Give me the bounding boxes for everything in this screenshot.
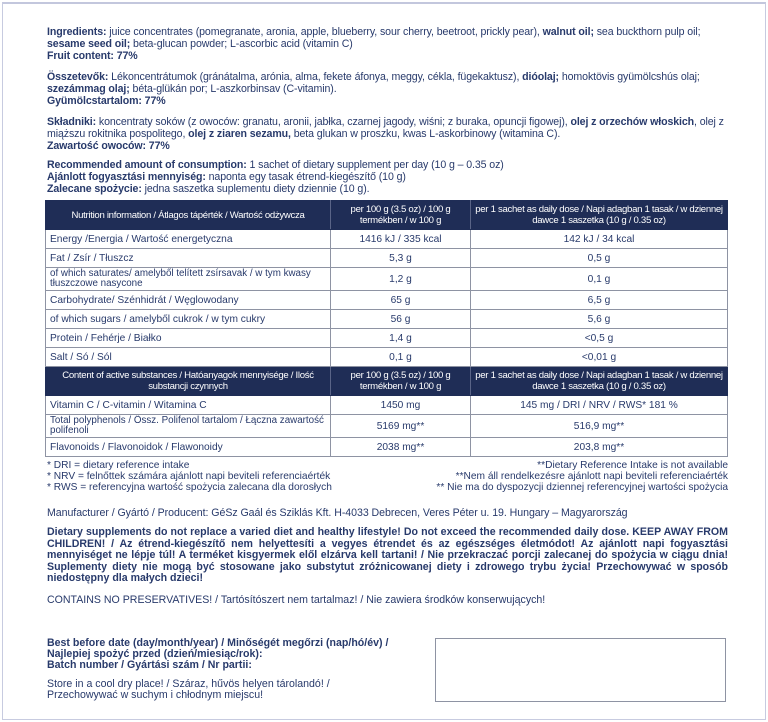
nutrient-per-sachet: 142 kJ / 34 kcal [471,230,728,249]
table-row [46,396,728,415]
ingredients-pl-allergen: olej z orzechów włoskich [570,116,695,128]
ingredients-en-text: juice concentrates (pomegranate, aronia, apple, blueberry, sour cherry, beetroot, prickly pear), [106,26,543,38]
nutrition-header-per-sachet: per 1 sachet as daily dose / Napi adagban 1 tasak / w dziennej dawce 1 saszetka (10 g / 0.35 oz) [471,201,728,230]
table-row [46,268,728,291]
substance-name: Vitamin C / C-vitamin / Witamina C [46,396,331,415]
substance-name: Flavonoids / Flavonoidok / Flawonoidy [46,438,331,457]
recommended-pl-label: Zalecane spożycie: [47,183,142,195]
table-row [46,329,728,348]
ingredients-hu-text: Lékoncentrátumok (gránátalma, arónia, alma, fekete áfonya, meggy, cékla, fügekaktusz), [108,71,523,83]
ingredients-hu-text: béta-glükán por; L-aszkorbinsav (C-vitamin). [129,83,337,95]
recommended-en-text: 1 sachet of dietary supplement per day (10 g – 0.35 oz) [246,159,504,171]
table-row [46,438,728,457]
footnote-dri: * DRI = dietary reference intake [47,460,190,471]
table-row [46,310,728,329]
nutrient-per-sachet: 0,5 g [471,249,728,268]
nutrient-name: Carbohydrate/ Szénhidrát / Węglowodany [46,291,331,310]
active-header-per-sachet: per 1 sachet as daily dose / Napi adagban 1 tasak / w dziennej dawce 1 saszetka (10 g / 0.35 oz) [471,367,728,396]
nutrition-header-per100: per 100 g (3.5 oz) / 100 g termékben / w 100 g [331,201,471,230]
footnotes-left [47,460,332,493]
nutrient-name: Energy /Energia / Wartość energetyczna [46,230,331,249]
substance-per-sachet: 516,9 mg** [471,415,728,438]
substance-per100: 1450 mg [331,396,471,415]
no-preservatives-notice: CONTAINS NO PRESERVATIVES! / Tartósítószert nem tartalmaz! / Nie zawiera środków konserwujących! [47,593,546,606]
ingredients-en-text: beta-glucan powder; L-ascorbic acid (vitamin C) [130,38,353,50]
ingredients-hu [47,71,728,107]
batch-number-label: Batch number / Gyártási szám / Nr partii: [47,658,252,671]
nutrient-per100: 0,1 g [331,348,471,367]
table-row [46,230,728,249]
recommended-pl-text: jedna saszetka suplementu diety dziennie (10 g). [141,183,370,195]
ingredients-pl-text: koncentraty soków (z owoców: granatu, aronii, jabłka, czarnej jagody, wiśni; z buraka, opuncji figowej), [96,116,571,128]
ingredients-en [47,26,728,62]
substance-per-sachet: 145 mg / DRI / NRV / RWS* 181 % [471,396,728,415]
nutrient-name: Salt / Só / Sól [46,348,331,367]
nutrition-header-row [46,201,728,230]
nutrient-per100: 1416 kJ / 335 kcal [331,230,471,249]
nutrition-table [45,200,728,457]
nutrient-per-sachet: 5,6 g [471,310,728,329]
footnote-rws: * RWS = referencyjna wartość spożycia zalecana dla dorosłych [47,482,332,493]
storage-line-1: Store in a cool dry place! / Száraz, hűvös helyen tárolandó! / [47,677,330,690]
substance-per-sachet: 203,8 mg** [471,438,728,457]
footnotes [47,460,728,493]
bottom-left [47,638,427,701]
nutrient-per100: 5,3 g [331,249,471,268]
fruit-content-hu: Gyümölcstartalom: 77% [47,95,166,107]
footnote-na-hu: **Nem áll rendelkezésre ajánlott napi beviteli referenciaérték [455,471,728,482]
substance-per100: 2038 mg** [331,438,471,457]
storage-line-2: Przechowywać w suchym i chłodnym miejscu! [47,688,264,701]
nutrient-per100: 1,4 g [331,329,471,348]
table-row [46,348,728,367]
active-header-label: Content of active substances / Hatóanyagok mennyisége / Ilość substancji czynnych [46,367,331,396]
nutrient-name: Fat / Zsír / Tłuszcz [46,249,331,268]
ingredients-hu-allergen: szezámmag olaj; [47,83,130,95]
nutrient-per100: 1,2 g [331,268,471,291]
best-before-label: Best before date (day/month/year) / Minőségét megőrzi (nap/hó/év) / [47,636,389,649]
nutrient-per-sachet: <0,01 g [471,348,728,367]
nutrient-per-sachet: 0,1 g [471,268,728,291]
nutrient-per100: 65 g [331,291,471,310]
fruit-content-pl: Zawartość owoców: 77% [47,140,170,152]
ingredients-pl [47,116,728,152]
nutrient-name: of which sugars / amelyből cukrok / w tym cukry [46,310,331,329]
ingredients-en-allergen: walnut oil; [542,26,594,38]
best-before-section [47,638,427,671]
nutrient-name: Protein / Fehérje / Białko [46,329,331,348]
footnotes-right [436,460,728,493]
ingredients-hu-label: Összetevők: [47,71,109,83]
ingredients-hu-text: homoktövis gyümölcshús olaj; [559,71,700,83]
nutrient-per-sachet: <0,5 g [471,329,728,348]
warning-text: Dietary supplements do not replace a varied diet and healthy lifestyle! Do not exceed the recommended daily dose. KEEP AWAY FROM CHILDREN! / Az étrend-kiegészítő nem helyettesíti a vegyes étrendet és az egészséges életmódot! Az ajánlott napi fogyasztási mennyiséget ne lépje túl! A terméket kisgyermek elől elzárva kell tartani! / Nie przekraczać porcji zalecanej do spożycia w ciągu dnia! Suplementy diety nie mogą być stosowane jako substytut zróżnicowanej diety i zdrowego trybu życia! Przechowywać w sposób niedostępny dla małych dzieci! [47,526,728,584]
substance-per100: 5169 mg** [331,415,471,438]
nutrient-per100: 56 g [331,310,471,329]
table-row [46,415,728,438]
ingredients-pl-label: Składniki: [47,116,97,128]
recommended-hu-text: naponta egy tasak étrend-kiegészítő (10 g) [205,171,406,183]
recommended-consumption [47,159,728,195]
storage-instructions [47,679,427,701]
ingredients-pl-text: , olej z miąższu rokitnika pospolitego, [47,116,724,140]
fruit-content-en: Fruit content: 77% [47,50,138,62]
footnote-na-en: **Dietary Reference Intake is not available [537,460,728,471]
table-row [46,249,728,268]
ingredients-pl-text: beta glukan w proszku, kwas L-askorbinowy (witamina C). [290,128,561,140]
ingredients-en-text: sea buckthorn pulp oil; [593,26,701,38]
ingredients-pl-allergen: olej z ziaren sezamu, [188,128,291,140]
nutrient-per-sachet: 6,5 g [471,291,728,310]
ingredients-en-allergen: sesame seed oil; [47,38,131,50]
recommended-hu-label: Ajánlott fogyasztási mennyiség: [47,171,206,183]
nutrition-header-label: Nutrition information / Átlagos tápérték / Wartość odżywcza [46,201,331,230]
recommended-en-label: Recommended amount of consumption: [47,159,247,171]
bottom-section [47,638,728,702]
active-header-per100: per 100 g (3.5 oz) / 100 g termékben / w 100 g [331,367,471,396]
footnote-na-pl: ** Nie ma do dyspozycji dziennej referencyjnej wartości spożycia [436,482,728,493]
date-batch-print-box [435,638,726,702]
best-before-label-pl: Najlepiej spożyć przed (dzień/miesiąc/rok): [47,647,263,660]
table-row [46,291,728,310]
footnote-nrv: * NRV = felnőttek számára ajánlott napi beviteli referenciaérték [47,471,331,482]
ingredients-hu-allergen: dióolaj; [522,71,559,83]
ingredients-en-label: Ingredients: [47,26,107,38]
nutrient-name: of which saturates/ amelyből telített zsírsavak / w tym kwasy tłuszczowe nasycone [46,268,331,291]
manufacturer-info: Manufacturer / Gyártó / Producent: GéSz Gaál és Sziklás Kft. H-4033 Debrecen, Veres Péter u. 19. Hungary – Magyarország [47,507,628,519]
active-substances-header-row [46,367,728,396]
substance-name: Total polyphenols / Össz. Polifenol tartalom / Łączna zawartość polifenoli [46,415,331,438]
